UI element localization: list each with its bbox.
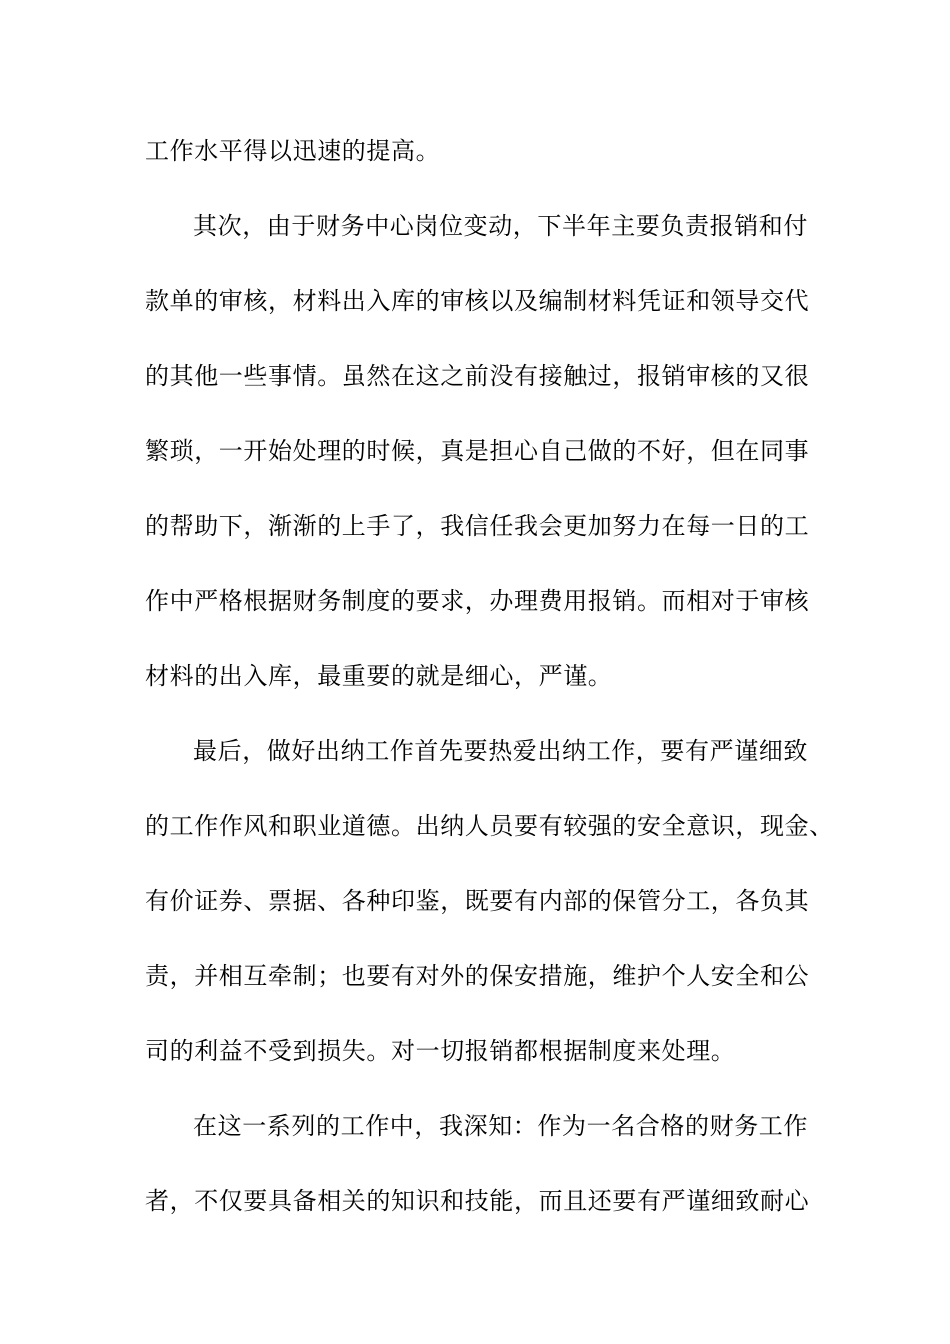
text-line-6: 的帮助下，渐渐的上手了，我信任我会更加努力在每一日的工 bbox=[145, 512, 810, 540]
text-line-1: 工作水平得以迅速的提高。 bbox=[145, 137, 441, 165]
text-line-5: 繁琐，一开始处理的时候，真是担心自己做的不好，但在同事 bbox=[145, 437, 810, 465]
text-line-15: 者，不仅要具备相关的知识和技能，而且还要有严谨细致耐心 bbox=[145, 1187, 810, 1215]
text-line-13: 司的利益不受到损失。对一切报销都根据制度来处理。 bbox=[145, 1037, 736, 1065]
text-line-4: 的其他一些事情。虽然在这之前没有接触过，报销审核的又很 bbox=[145, 362, 810, 390]
text-line-3: 款单的审核，材料出入库的审核以及编制材料凭证和领导交代 bbox=[145, 287, 810, 315]
text-line-8: 材料的出入库，最重要的就是细心，严谨。 bbox=[145, 662, 613, 690]
text-line-7: 作中严格根据财务制度的要求，办理费用报销。而相对于审核 bbox=[145, 587, 810, 615]
text-line-14: 在这一系列的工作中，我深知：作为一名合格的财务工作 bbox=[193, 1112, 808, 1140]
text-line-9: 最后，做好出纳工作首先要热爱出纳工作，要有严谨细致 bbox=[193, 737, 808, 765]
text-line-2: 其次，由于财务中心岗位变动，下半年主要负责报销和付 bbox=[193, 212, 808, 240]
text-line-11: 有价证券、票据、各种印鉴，既要有内部的保管分工，各负其 bbox=[145, 887, 810, 915]
text-line-10: 的工作作风和职业道德。出纳人员要有较强的安全意识，现金、 bbox=[145, 812, 834, 840]
text-line-12: 责，并相互牵制；也要有对外的保安措施，维护个人安全和公 bbox=[145, 962, 810, 990]
